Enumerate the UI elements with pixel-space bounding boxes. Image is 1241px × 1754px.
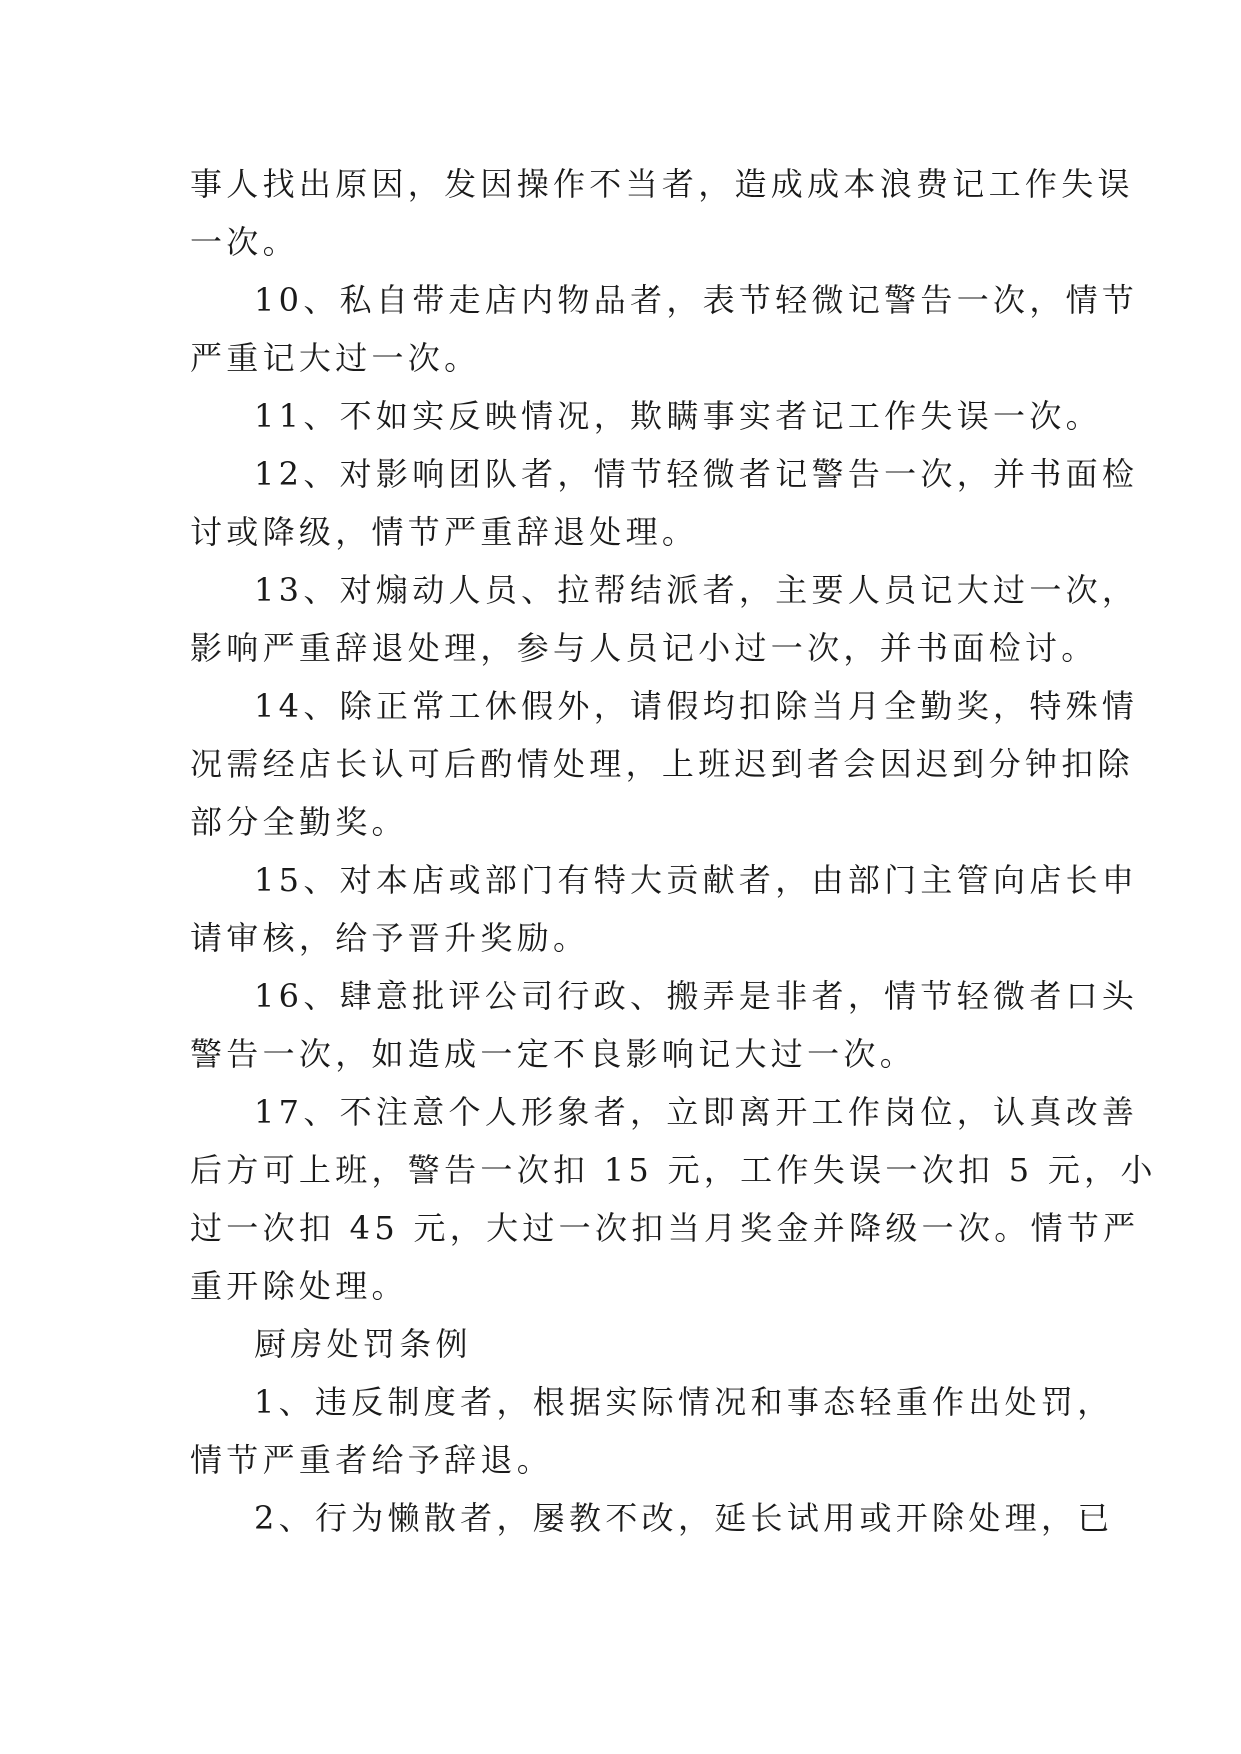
text-line: 一次。 [190,223,299,261]
paragraph-start: 14、除正常工休假外，请假均扣除当月全勤奖，特殊情 [254,687,1139,725]
paragraph-start: 2、行为懒散者，屡教不改，延长试用或开除处理，已 [254,1499,1114,1537]
text-line: 部分全勤奖。 [190,803,408,841]
paragraph-start: 16、肆意批评公司行政、搬弄是非者，情节轻微者口头 [254,977,1139,1015]
text-line: 影响严重辞退处理，参与人员记小过一次，并书面检讨。 [190,629,1098,667]
document-page [190,155,1157,1547]
text-line: 况需经店长认可后酌情处理，上班迟到者会因迟到分钟扣除 [190,745,1134,783]
text-line: 警告一次，如造成一定不良影响记大过一次。 [190,1035,917,1073]
text-line: 过一次扣 45 元，大过一次扣当月奖金并降级一次。情节严 [190,1209,1140,1247]
text-line: 重开除处理。 [190,1267,408,1305]
text-line: 讨或降级，情节严重辞退处理。 [190,513,699,551]
section-heading: 厨房处罚条例 [254,1325,472,1363]
text-line: 后方可上班，警告一次扣 15 元，工作失误一次扣 5 元，小 [190,1151,1157,1189]
paragraph-start: 17、不注意个人形象者，立即离开工作岗位，认真改善 [254,1093,1139,1131]
paragraph-start: 11、不如实反映情况，欺瞒事实者记工作失误一次。 [254,397,1102,435]
text-line: 情节严重者给予辞退。 [190,1441,554,1479]
paragraph-start: 13、对煽动人员、拉帮结派者，主要人员记大过一次， [254,571,1139,609]
text-line: 事人找出原因，发因操作不当者，造成成本浪费记工作失误 [190,165,1134,203]
text-line: 请审核，给予晋升奖励。 [190,919,590,957]
paragraph-start: 10、私自带走店内物品者，表节轻微记警告一次，情节 [254,281,1139,319]
paragraph-start: 15、对本店或部门有特大贡献者，由部门主管向店长申 [254,861,1139,899]
paragraph-start: 1、违反制度者，根据实际情况和事态轻重作出处罚， [254,1383,1114,1421]
text-line: 严重记大过一次。 [190,339,481,377]
paragraph-start: 12、对影响团队者，情节轻微者记警告一次，并书面检 [254,455,1139,493]
